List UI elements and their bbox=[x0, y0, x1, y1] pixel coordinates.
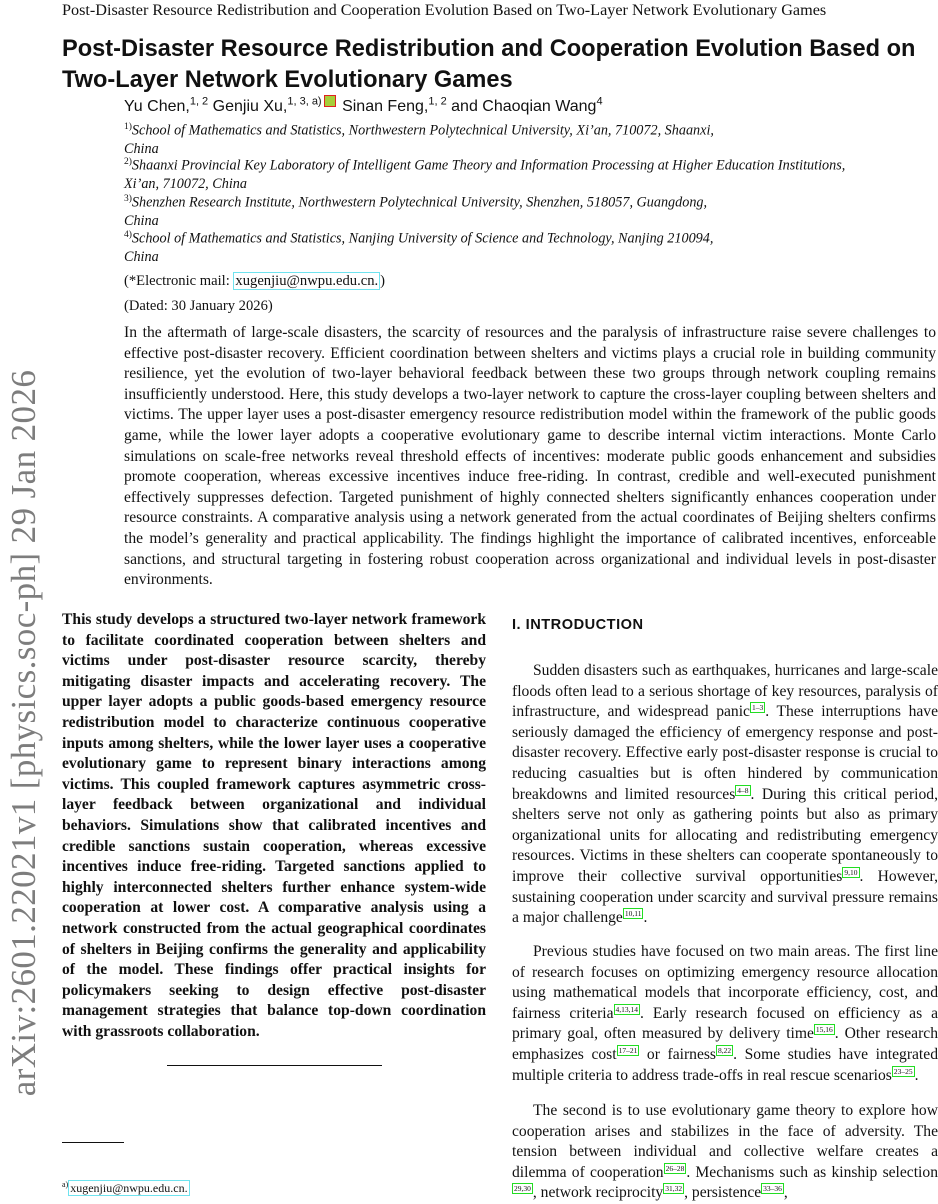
text-run: . bbox=[914, 1066, 919, 1084]
arxiv-stamp-text: arXiv:2601.22021v1 [physics.soc-ph] 29 Jan 2026 bbox=[4, 369, 43, 1097]
affiliation-4-line2: China bbox=[124, 248, 159, 265]
affiliation-4 bbox=[124, 226, 924, 266]
citation-link[interactable]: 31,32 bbox=[665, 1184, 683, 1194]
citation-link[interactable]: 1–3 bbox=[751, 703, 764, 713]
text-run: . bbox=[643, 909, 648, 927]
arxiv-stamp bbox=[4, 268, 44, 1198]
text-run: . Some studies have integrated multiple criteria to address trade-offs in real rescue scenarios bbox=[512, 1045, 938, 1084]
citation-link[interactable]: 23–25 bbox=[893, 1066, 913, 1076]
email-prefix: (*Electronic mail: bbox=[124, 273, 234, 289]
affiliation-3-num: 3) bbox=[124, 194, 132, 204]
separator-rule bbox=[167, 1065, 382, 1066]
citation-link[interactable]: 29,30 bbox=[514, 1184, 531, 1194]
text-run: , network reciprocity bbox=[532, 1184, 664, 1202]
email-link[interactable]: xugenjiu@nwpu.edu.cn. bbox=[235, 273, 379, 289]
affiliation-3 bbox=[124, 190, 924, 230]
author-1-affil: 1, 2 bbox=[189, 95, 209, 108]
section-heading: I. INTRODUCTION bbox=[512, 617, 644, 633]
affiliation-4-line1: School of Mathematics and Statistics, Nanjing University of Science and Technology, Nanjing 210094, bbox=[131, 230, 714, 247]
intro-paragraph-3 bbox=[512, 1101, 938, 1204]
intro-paragraph-2 bbox=[512, 942, 938, 1086]
text-run: . Mechanisms such as kinship selection bbox=[686, 1163, 938, 1181]
electronic-mail bbox=[124, 272, 385, 290]
text-run: . During this critical period, shelters serve not only as gathering points but also as primary organizational units for allocating and redistributing emergency resources. Victims in these shelters can cooperate spontaneously to improve their collective survival opportunities bbox=[512, 785, 938, 885]
text-run: or fairness bbox=[639, 1045, 716, 1063]
text-run: The second is to use evolutionary game theory to explore how cooperation arises and stabilizes in the face of adversity. The tension between individual and collective welfare creates a dilemma of cooperation bbox=[512, 1102, 938, 1181]
citation-link[interactable]: 17–21 bbox=[618, 1045, 638, 1055]
affiliation-2-line1: Shaanxi Provincial Key Laboratory of Intelligent Game Theory and Information Processing at Higher Education Institutions, bbox=[131, 157, 846, 174]
citation-link[interactable]: 33–36 bbox=[763, 1184, 782, 1194]
citation-link[interactable]: 4,13,14 bbox=[615, 1004, 639, 1014]
text-run: . However, sustaining cooperation under scarcity and survival pressure remains a major challenge bbox=[512, 867, 938, 927]
running-header: Post-Disaster Resource Redistribution and Cooperation Evolution Based on Two-Layer Network Evolutionary Games bbox=[62, 1, 827, 19]
footnote bbox=[62, 1177, 190, 1196]
affiliation-4-num: 4) bbox=[124, 230, 132, 240]
affiliation-3-line1: Shenzhen Research Institute, Northwestern Polytechnical University, Shenzhen, 518057, Guangdong, bbox=[131, 194, 708, 211]
author-4: and Chaoqian Wang bbox=[451, 98, 597, 115]
title-line-2: Two-Layer Network Evolutionary Games bbox=[62, 67, 513, 93]
citation-link[interactable]: 26–28 bbox=[665, 1163, 685, 1173]
citation-link[interactable]: 4–8 bbox=[737, 785, 749, 795]
affiliation-2 bbox=[124, 153, 924, 193]
paper-title bbox=[62, 34, 932, 96]
text-run: , persistence bbox=[684, 1184, 762, 1202]
text-run: . These interruptions have seriously damaged the efficiency of emergency response and post-disaster recovery. Effective early post-disaster response is crucial to reducing casualties but is often hindered by communication breakdowns and limited resources bbox=[512, 703, 938, 803]
footnote-email-link[interactable]: xugenjiu@nwpu.edu.cn. bbox=[70, 1181, 188, 1195]
text-run: . Other research emphasizes cost bbox=[512, 1025, 938, 1063]
citation-link[interactable]: 10,11 bbox=[624, 909, 642, 919]
orcid-icon[interactable] bbox=[324, 95, 336, 107]
affiliation-1-line2: China bbox=[124, 140, 159, 157]
author-3: Sinan Feng, bbox=[342, 98, 429, 115]
author-1: Yu Chen, bbox=[124, 98, 190, 115]
email-suffix: ) bbox=[380, 273, 386, 289]
affiliation-1 bbox=[124, 118, 924, 158]
text-run: , bbox=[783, 1184, 788, 1202]
affiliation-3-line2: China bbox=[124, 212, 159, 229]
footnote-mark: a) bbox=[62, 1180, 69, 1189]
dated-line: (Dated: 30 January 2026) bbox=[124, 298, 273, 314]
citation-link[interactable]: 8,22 bbox=[718, 1045, 732, 1055]
author-list bbox=[124, 95, 603, 116]
author-3-affil: 1, 2 bbox=[428, 95, 447, 108]
affiliation-2-line2: Xi’an, 710072, China bbox=[124, 175, 247, 192]
affiliation-1-line1: School of Mathematics and Statistics, Northwestern Polytechnical University, Xi’an, 710072, Shaanxi, bbox=[131, 122, 714, 139]
abstract: In the aftermath of large-scale disasters, the scarcity of resources and the paralysis of infrastructure raise severe challenges to effective post-disaster recovery. Efficient coordination between shelters and victims plays a crucial role in building community resilience, yet the evolution of two-layer behavioral feedback between these two groups through network coupling remains insufficiently understood. Here, this study develops a two-layer network to capture the cross-layer coupling between shelters and victims. The upper layer uses a post-disaster emergency resource redistribution model within the framework of the public goods game, while the lower layer adopts a cooperative evolutionary game to describe internal victim interactions. Monte Carlo simulations on scale-free networks reveal threshold effects of incentives: moderate public goods enhancement and subsidies promote cooperation, whereas excessive incentives induce free-riding. In contrast, credible and well-executed punishment effectively suppresses defection. Targeted punishment of highly connected shelters significantly enhances cooperation under resource constraints. A comparative analysis using a network generated from the actual coordinates of Beijing shelters confirms the model’s generality and practical applicability. The findings highlight the importance of calibrated incentives, enforceable sanctions, and structural targeting in fostering robust cooperation across organizational and individual levels in post-disaster environments. bbox=[124, 324, 936, 589]
author-2-affil: 1, 3, a) bbox=[287, 95, 322, 108]
author-2: Genjiu Xu, bbox=[212, 98, 288, 115]
text-run: Previous studies have focused on two main areas. The first line of research focuses on optimizing emergency resource allocation using mathematical models that incorporate efficiency, cost, and fairness criteria bbox=[512, 943, 938, 1022]
citation-link[interactable]: 15,16 bbox=[815, 1025, 833, 1035]
lead-paragraph: This study develops a structured two-layer network framework to facilitate coordinated cooperation between shelters and victims under post-disaster resource scarcity, thereby mitigating disaster impacts and accelerating recovery. The upper layer adopts a public goods-based emergency resource redistribution model to characterize continuous cooperative inputs among shelters, while the lower layer uses a cooperative evolutionary game to represent binary interactions among victims. This coupled framework captures asymmetric cross-layer feedback between organizational and individual behaviors. Simulations show that calibrated incentives and credible sanctions sustain cooperation, whereas excessive incentives induce free-riding. Targeted sanctions applied to highly interconnected shelters further enhance system-wide cooperation at lower cost. A comparative analysis using a network constructed from the actual geographical coordinates of shelters in Beijing confirms the generality and applicability of the model. These findings offer practical insights for policymakers seeking to design effective post-disaster management strategies that balance top-down coordination with grassroots collaboration. bbox=[62, 611, 486, 1040]
text-run: Sudden disasters such as earthquakes, hurricanes and large-scale floods often lead to a serious shortage of key resources, paralysis of infrastructure, and widespread panic bbox=[512, 662, 938, 721]
affiliation-1-num: 1) bbox=[124, 122, 132, 132]
author-4-affil: 4 bbox=[596, 95, 603, 108]
intro-paragraph-1 bbox=[512, 661, 938, 929]
title-line-1: Post-Disaster Resource Redistribution and Cooperation Evolution Based on bbox=[62, 36, 916, 62]
footnote-rule bbox=[62, 1142, 124, 1143]
citation-link[interactable]: 9,10 bbox=[844, 867, 858, 877]
affiliation-2-num: 2) bbox=[124, 157, 132, 167]
text-run: . Early research focused on efficiency as a primary goal, often measured by delivery time bbox=[512, 1004, 938, 1043]
